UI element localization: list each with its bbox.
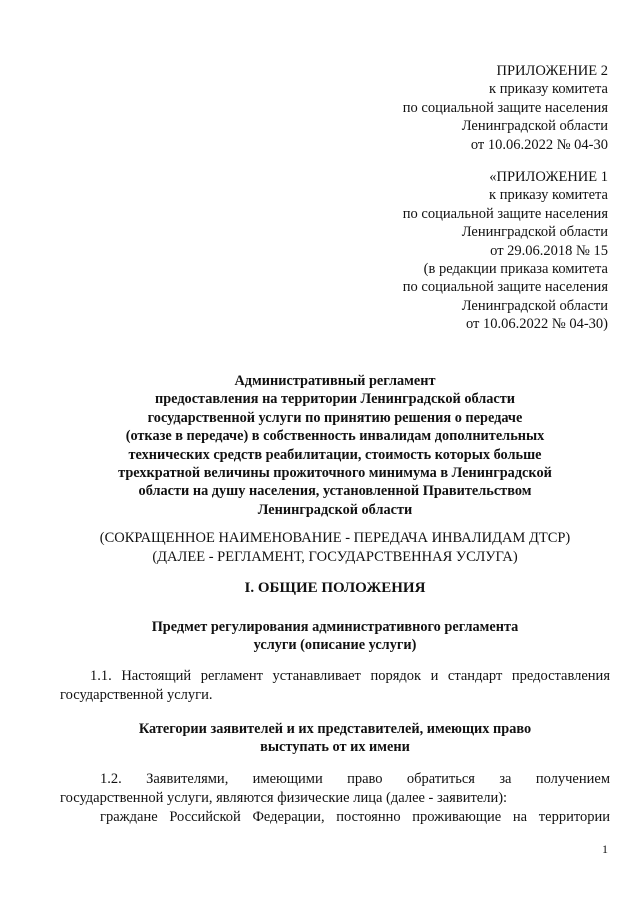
title-line: Ленинградской области [257,501,413,518]
subject-heading-line: Предмет регулирования административного регламента [151,619,519,635]
appendix-2-line: Ленинградской области [461,118,608,135]
title-line: государственной услуги по принятию решения о передаче [147,409,523,426]
appendix-2-line: ПРИЛОЖЕНИЕ 2 [496,63,608,79]
section-heading: I. ОБЩИЕ ПОЛОЖЕНИЯ [244,580,426,596]
subject-heading [60,618,610,655]
title-line: технических средств реабилитации, стоимость которых больше [128,446,542,463]
appendix-2-line: к приказу комитета [489,81,608,98]
page-number: 1 [602,842,608,856]
title-line: области на душу населения, установленной Правительством [138,483,532,500]
paragraph-1-1 [60,667,610,705]
title-line: Административный регламент [234,373,436,389]
appendix-2-line: по социальной защите населения [402,99,608,116]
appendix-1-line: Ленинградской области [461,297,608,314]
appendix-1-line: от 29.06.2018 № 15 [490,242,608,259]
applicants-heading-line: выступать от их имени [260,739,410,756]
title-line: предоставления на территории Ленинградской области [154,391,516,408]
title-line: трехкратной величины прожиточного минимума в Ленинградской [118,465,552,482]
appendix-1-line: к приказу комитета [489,187,608,204]
short-name-block [40,529,630,566]
appendix-1-line: Ленинградской области [461,224,608,241]
appendix-1-line: от 10.06.2022 № 04-30) [465,316,608,333]
paragraph-line: граждане Российской Федерации, постоянно проживающие на территории [100,808,610,825]
appendix-1-line: по социальной защите населения [402,205,608,222]
paragraph-1-2 [60,770,610,826]
appendix-2-block [403,62,608,154]
appendix-2-line: от 10.06.2022 № 04-30 [470,136,608,153]
subject-heading-line: услуги (описание услуги) [253,637,417,654]
paragraph-line: 1.2. Заявителями, имеющими право обратиться за получением [100,771,610,787]
paragraph-line: государственной услуги, являются физические лица (далее - заявители): [60,789,508,806]
document-title [60,372,610,519]
title-line: (отказе в передаче) в собственность инвалидам дополнительных [125,428,545,445]
paragraph-line: государственной услуги. [60,686,213,703]
short-name-line: (ДАЛЕЕ - РЕГЛАМЕНТ, ГОСУДАРСТВЕННАЯ УСЛУГА) [152,548,518,565]
appendix-1-block [403,168,608,334]
appendix-1-line: по социальной защите населения [402,279,608,296]
applicants-heading-line: Категории заявителей и их представителей, имеющих право [138,721,532,737]
appendix-1-line: «ПРИЛОЖЕНИЕ 1 [489,169,608,185]
appendix-1-line: (в редакции приказа комитета [423,261,608,278]
applicants-heading [60,720,610,757]
short-name-line: (СОКРАЩЕННОЕ НАИМЕНОВАНИЕ - ПЕРЕДАЧА ИНВАЛИДАМ ДТСР) [99,530,571,546]
paragraph-line: 1.1. Настоящий регламент устанавливает порядок и стандарт предоставления [90,668,610,684]
